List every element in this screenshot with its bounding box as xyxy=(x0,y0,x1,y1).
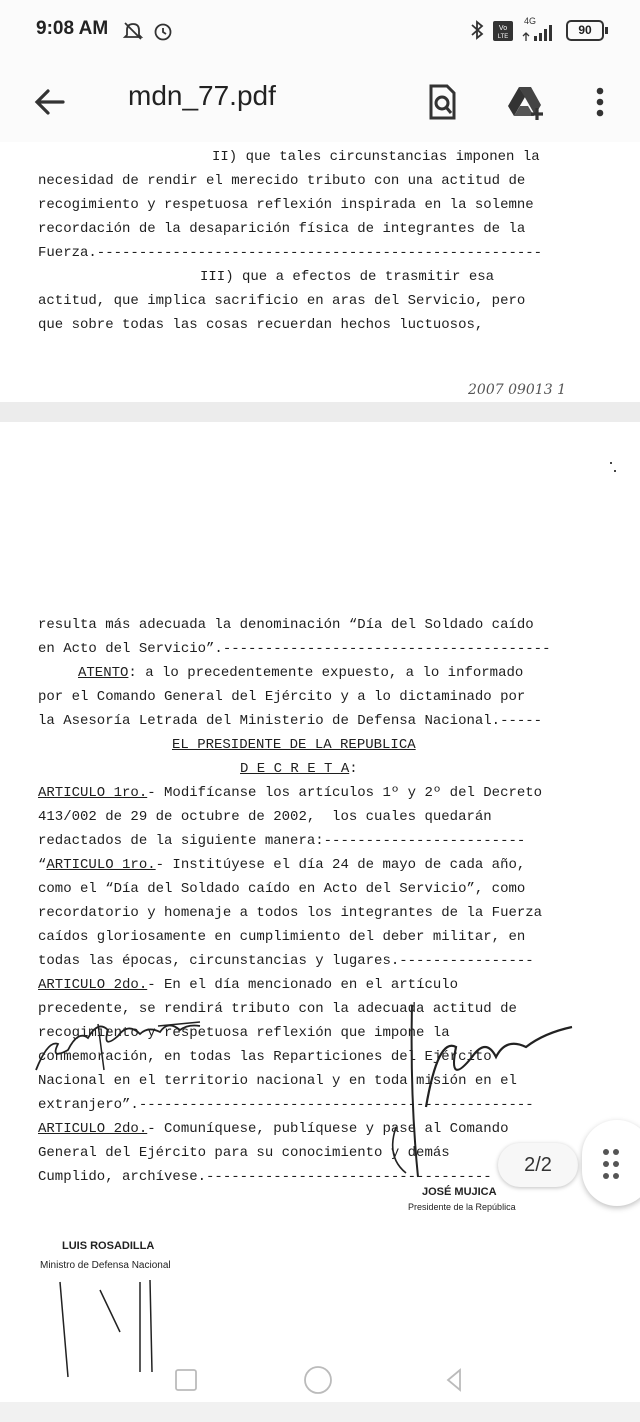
text-line: actitud, que implica sacrificio en aras del Servicio, pero xyxy=(38,293,526,309)
volte-icon xyxy=(492,20,514,42)
text-line xyxy=(38,857,525,873)
pdf-page-2 xyxy=(0,422,640,1402)
signatory-role-right: Presidente de la República xyxy=(408,1202,516,1212)
text-line: recordación de la desaparición física de integrantes de la xyxy=(38,221,526,237)
text-line xyxy=(38,977,458,993)
page-separator xyxy=(0,402,640,422)
text-span: : xyxy=(349,761,358,777)
bottom-bar xyxy=(0,1402,640,1422)
article-label: ARTICULO 2do. xyxy=(38,977,148,993)
scan-speck xyxy=(610,462,612,464)
text-line: extranjero”.----------------------------------------------- xyxy=(38,1097,534,1113)
text-line: por el Comando General del Ejército y a lo dictaminado por xyxy=(38,689,526,705)
text-line xyxy=(240,761,358,777)
page-indicator: 2/2 xyxy=(498,1143,578,1187)
scan-marks xyxy=(40,1272,190,1382)
document-stamp: 2007 09013 1 xyxy=(468,382,566,398)
add-to-drive-icon[interactable] xyxy=(504,80,548,124)
bluetooth-icon xyxy=(470,19,484,41)
article-label: ARTICULO 1ro. xyxy=(38,785,148,801)
text-line: que sobre todas las cosas recuerdan hechos luctuosos, xyxy=(38,317,484,333)
text-line: recordatorio y homenaje a todos los integrantes de la Fuerza xyxy=(38,905,543,921)
article-label: ARTICULO 2do. xyxy=(38,1121,148,1137)
text-line xyxy=(78,665,523,681)
status-bar xyxy=(0,0,640,62)
text-line: conmemoración, en todas las Reparticiones del Ejército xyxy=(38,1049,492,1065)
text-span: - Modifícanse los artículos 1º y 2º del Decreto xyxy=(147,785,543,801)
status-time: 9:08 AM xyxy=(36,18,109,39)
article-label: ARTICULO 1ro. xyxy=(46,857,156,873)
signatory-name-right: JOSÉ MUJICA xyxy=(422,1186,497,1198)
text-line: recogimiento y respetuosa reflexión inspirada en la solemne xyxy=(38,197,534,213)
text-span: - Comuníquese, publíquese y pase al Comando xyxy=(147,1121,509,1137)
signal-icon xyxy=(522,22,556,42)
alarm-icon xyxy=(152,20,174,42)
search-document-icon[interactable] xyxy=(420,80,464,124)
underlined-term: ATENTO xyxy=(78,665,129,681)
text-span: : a lo precedentemente expuesto, a lo informado xyxy=(128,665,524,681)
text-line: caídos gloriosamente en cumplimiento del deber militar, en xyxy=(38,929,526,945)
text-line: redactados de la siguiente manera:------------------------ xyxy=(38,833,526,849)
signatory-role-left: Ministro de Defensa Nacional xyxy=(40,1260,171,1271)
text-line: precedente, se rendirá tributo con la adecuada actitud de xyxy=(38,1001,517,1017)
notifications-off-icon xyxy=(122,20,144,42)
network-label: 4G xyxy=(524,16,537,26)
app-toolbar xyxy=(0,62,640,142)
nav-back-icon xyxy=(448,1370,460,1390)
home-icon xyxy=(305,1367,331,1393)
text-line: necesidad de rendir el merecido tributo con una actitud de xyxy=(38,173,526,189)
text-line: como el “Día del Soldado caído en Acto del Servicio”, como xyxy=(38,881,526,897)
svg-text:Vo: Vo xyxy=(498,25,508,32)
text-line: Cumplido, archívese.---------------------------------- xyxy=(38,1169,492,1185)
text-line: en Acto del Servicio”.--------------------------------------- xyxy=(38,641,551,657)
signatory-name-left: LUIS ROSADILLA xyxy=(62,1240,155,1252)
svg-text:LTE: LTE xyxy=(497,34,509,40)
recents-icon xyxy=(176,1370,196,1390)
text-line: Fuerza.----------------------------------------------------- xyxy=(38,245,543,261)
arrow-back-icon[interactable] xyxy=(30,82,70,122)
system-navigation xyxy=(170,1362,480,1398)
fast-scroll-handle[interactable] xyxy=(582,1120,640,1206)
text-line: General del Ejército para su conocimiento y demás xyxy=(38,1145,450,1161)
text-line: la Asesoría Letrada del Ministerio de Defensa Nacional.----- xyxy=(38,713,543,729)
text-line: II) que tales circunstancias imponen la xyxy=(212,149,540,165)
text-span: - Institúyese el día 24 de mayo de cada año, xyxy=(155,857,526,873)
signature-rosadilla xyxy=(28,1000,208,1080)
document-title: mdn_77.pdf xyxy=(128,80,276,111)
text-line: recogimiento y respetuosa reflexión que impone la xyxy=(38,1025,450,1041)
text-line: III) que a efectos de trasmitir esa xyxy=(200,269,495,285)
text-line: Nacional en el territorio nacional y en toda misión en el xyxy=(38,1073,517,1089)
text-span: - En el día mencionado en el artículo xyxy=(147,977,459,993)
text-line: resulta más adecuada la denominación “Día del Soldado caído xyxy=(38,617,534,633)
text-span: “ xyxy=(38,857,47,873)
drag-handle-icon xyxy=(602,1146,622,1182)
text-line: todas las épocas, circunstancias y lugares.---------------- xyxy=(38,953,534,969)
pdf-page-1 xyxy=(0,142,640,402)
battery-indicator: 90 xyxy=(566,20,604,41)
decree-heading: D E C R E T A xyxy=(240,761,350,777)
text-line: 413/002 de 29 de octubre de 2002, los cuales quedarán xyxy=(38,809,492,825)
more-vert-icon[interactable] xyxy=(582,80,626,124)
decree-heading: EL PRESIDENTE DE LA REPUBLICA xyxy=(172,737,416,753)
scan-speck xyxy=(614,470,616,472)
text-line xyxy=(38,785,542,801)
